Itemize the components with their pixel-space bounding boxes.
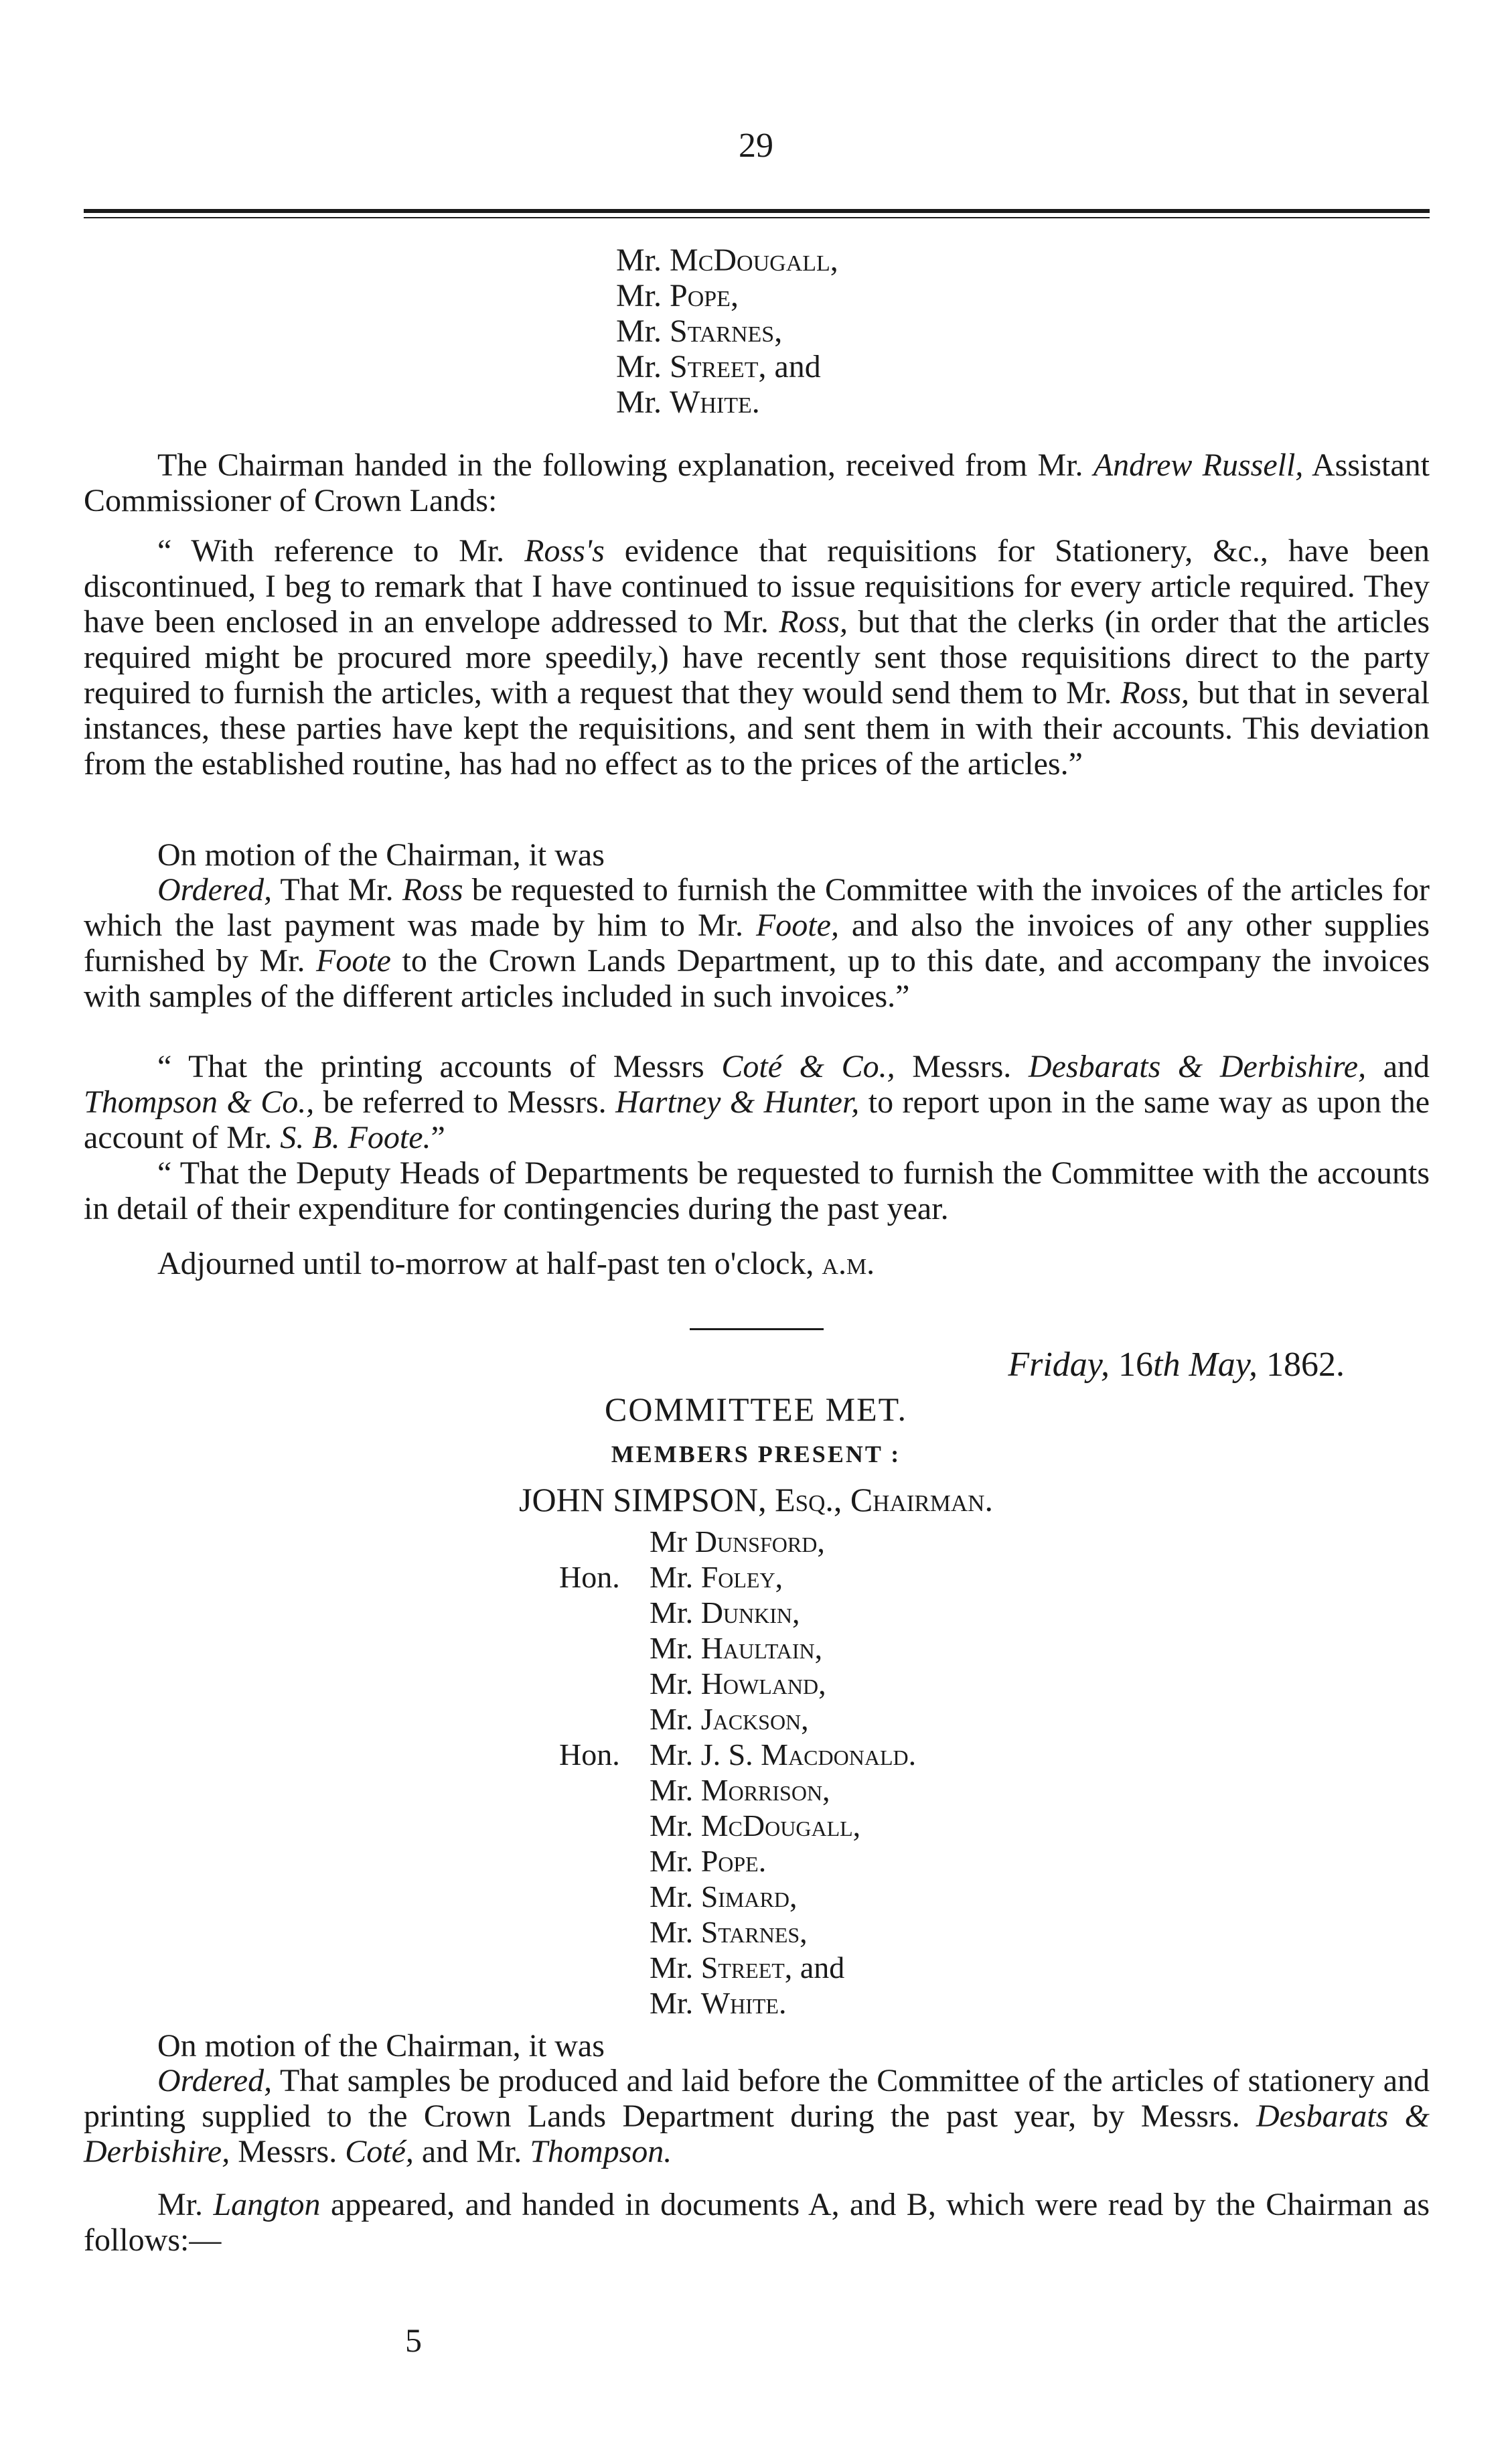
header-rule-thin [84,217,1430,218]
meeting-date: Friday, 16th May, 1862. [1008,1346,1345,1384]
members-list [559,1524,917,2021]
header-rule-thick [84,209,1430,213]
member-row: Mr. White. [650,1986,787,2020]
chairman-line: JOHN SIMPSON, Esq., Chairman. [519,1481,993,1518]
paragraph-ordered-2: Ordered, That samples be produced and laid before the Committee of the articles of stationery and printing supplied to the Crown Lands Department during the past year, by Messrs. Desbarats & Derbishire, Messrs. Coté, and Mr. Thompson. [84,2063,1430,2169]
member-row: Mr. Howland, [650,1666,826,1701]
member-line: Mr. Pope, [616,278,739,313]
member-line: Mr. Street, and [616,349,821,384]
paragraph-langton: Mr. Langton appeared, and handed in documents A, and B, which were read by the Chairman as follows:— [84,2187,1430,2258]
member-row: Mr. Dunkin, [650,1595,800,1630]
paragraph-deputy-heads: “ That the Deputy Heads of Departments be requested to furnish the Committee with the accounts in detail of their expenditure for contingencies during the past year. [84,1155,1430,1226]
member-row: Mr. Haultain, [650,1631,823,1665]
member-row: Mr Dunsford, [650,1524,825,1559]
committee-met-heading: COMMITTEE MET. [604,1390,908,1428]
member-row: Hon. Mr. Foley, [559,1560,783,1594]
member-line: Mr. McDougall, [616,242,838,278]
page-number: 29 [739,127,773,165]
member-row: Mr. Simard, [650,1879,798,1914]
member-row: Hon. Mr. J. S. Macdonald. [559,1737,917,1772]
member-row: Mr. Pope. [650,1844,767,1878]
member-row: Mr. McDougall, [650,1808,861,1843]
top-member-list [616,242,838,420]
section-divider [690,1328,824,1330]
paragraph-motion-2: On motion of the Chairman, it was [157,2028,605,2064]
member-line: Mr. Starnes, [616,313,783,349]
member-line: Mr. White. [616,384,760,420]
paragraph-russell-letter: “ With reference to Mr. Ross's evidence that requisitions for Stationery, &c., have been discontinued, I beg to remark that I have continued to issue requisitions for every article required. They have been enclosed in an envelope addressed to Mr. Ross, but that the clerks (in order that the articles required might be procured more speedily,) have recently sent those requisitions direct to the party required to furnish the articles, with a request that they would send them to Mr. Ross, but that in several instances, these parties have kept the requisitions, and sent them in with their accounts. This deviation from the established routine, has had no effect as to the prices of the articles.” [84,533,1430,782]
members-present-heading: MEMBERS PRESENT : [611,1441,901,1467]
member-row: Mr. Street, and [650,1950,845,1985]
member-row: Mr. Morrison, [650,1773,830,1807]
signature-mark: 5 [405,2321,422,2359]
paragraph-ordered-1: Ordered, That Mr. Ross be requested to furnish the Committee with the invoices of the articles for which the last payment was made by him to Mr. Foote, and also the invoices of any other supplies furnished by Mr. Foote to the Crown Lands Department, up to this date, and accompany the invoices with samples of the different articles included in such invoices.” [84,872,1430,1014]
member-row: Mr. Starnes, [650,1915,808,1949]
paragraph-chairman-explanation: The Chairman handed in the following explanation, received from Mr. Andrew Russell, Assistant Commissioner of Crown Lands: [84,447,1430,518]
paragraph-adjourned: Adjourned until to-morrow at half-past ten o'clock, a.m. [157,1246,875,1281]
paragraph-motion-1: On motion of the Chairman, it was [157,837,605,873]
member-row: Mr. Jackson, [650,1702,809,1736]
paragraph-printing-accounts: “ That the printing accounts of Messrs Coté & Co., Messrs. Desbarats & Derbishire, and Thompson & Co., be referred to Messrs. Hartney & Hunter, to report upon in the same way as upon the account of Mr. S. B. Foote.” [84,1049,1430,1155]
